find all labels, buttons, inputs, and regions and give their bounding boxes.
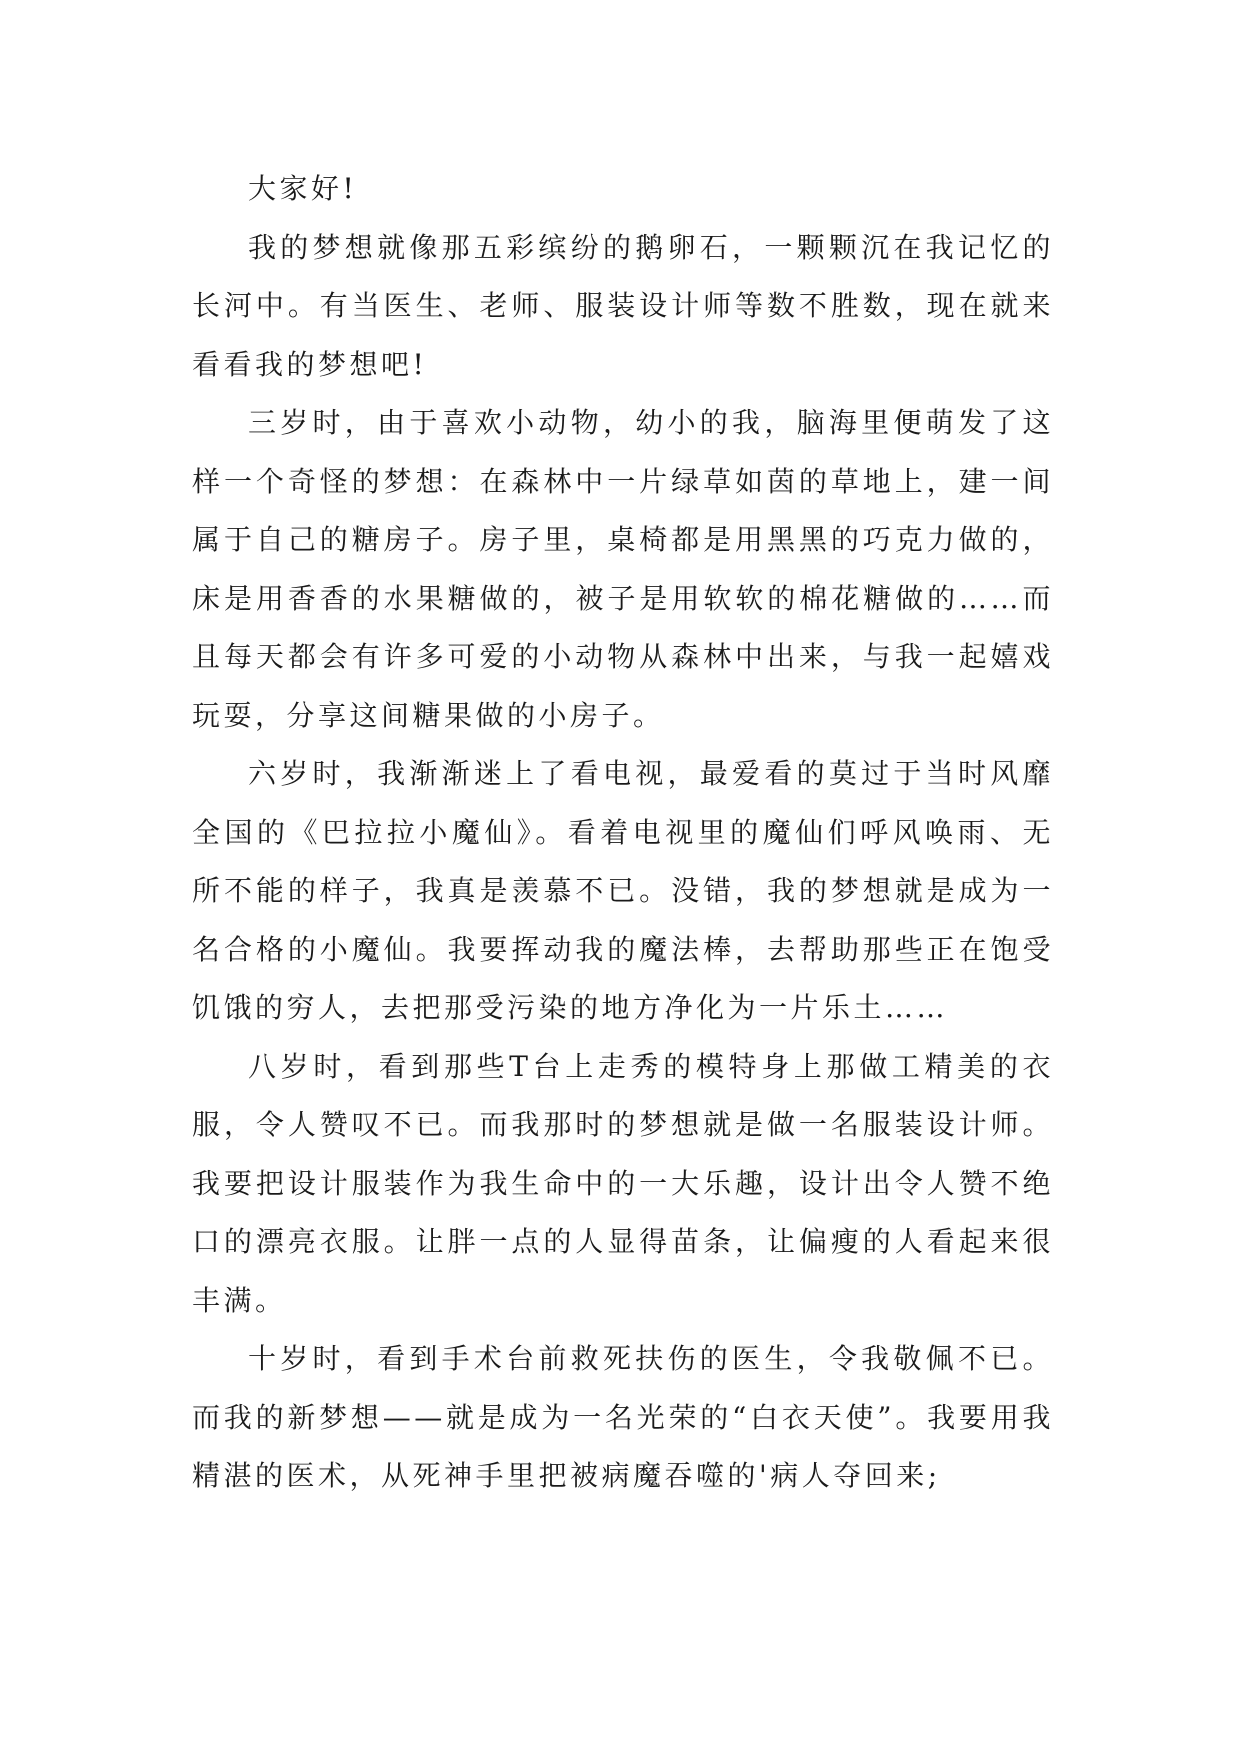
- paragraph-age-ten: 十岁时，看到手术台前救死扶伤的医生，令我敬佩不已。而我的新梦想——就是成为一名光荣的“白衣天使”。我要用我精湛的医术，从死神手里把被病魔吞噬的'病人夺回来;: [192, 1342, 1054, 1492]
- paragraph-age-eight: 八岁时，看到那些T台上走秀的模特身上那做工精美的衣服，令人赞叹不已。而我那时的梦想就是做一名服装设计师。我要把设计服装作为我生命中的一大乐趣，设计出令人赞不绝口的漂亮衣服。让胖一点的人显得苗条，让偏瘦的人看起来很丰满。: [192, 1049, 1054, 1317]
- paragraph-age-six: 六岁时，我渐渐迷上了看电视，最爱看的莫过于当时风靡全国的《巴拉拉小魔仙》。看着电视里的魔仙们呼风唤雨、无所不能的样子，我真是羡慕不已。没错，我的梦想就是成为一名合格的小魔仙。我要挥动我的魔法棒，去帮助那些正在饱受饥饿的穷人，去把那受污染的地方净化为一片乐土……: [192, 757, 1054, 1024]
- paragraph-age-three: 三岁时，由于喜欢小动物，幼小的我，脑海里便萌发了这样一个奇怪的梦想：在森林中一片绿草如茵的草地上，建一间属于自己的糖房子。房子里，桌椅都是用黑黑的巧克力做的，床是用香香的水果糖做的，被子是用软软的棉花糖做的……而且每天都会有许多可爱的小动物从森林中出来，与我一起嬉戏玩耍，分享这间糖果做的小房子。: [192, 406, 1054, 732]
- document-body: [192, 160, 1054, 1506]
- paragraph-intro: 我的梦想就像那五彩缤纷的鹅卵石，一颗颗沉在我记忆的长河中。有当医生、老师、服装设计师等数不胜数，现在就来看看我的梦想吧!: [192, 230, 1054, 381]
- paragraph-greeting: 大家好!: [248, 172, 358, 205]
